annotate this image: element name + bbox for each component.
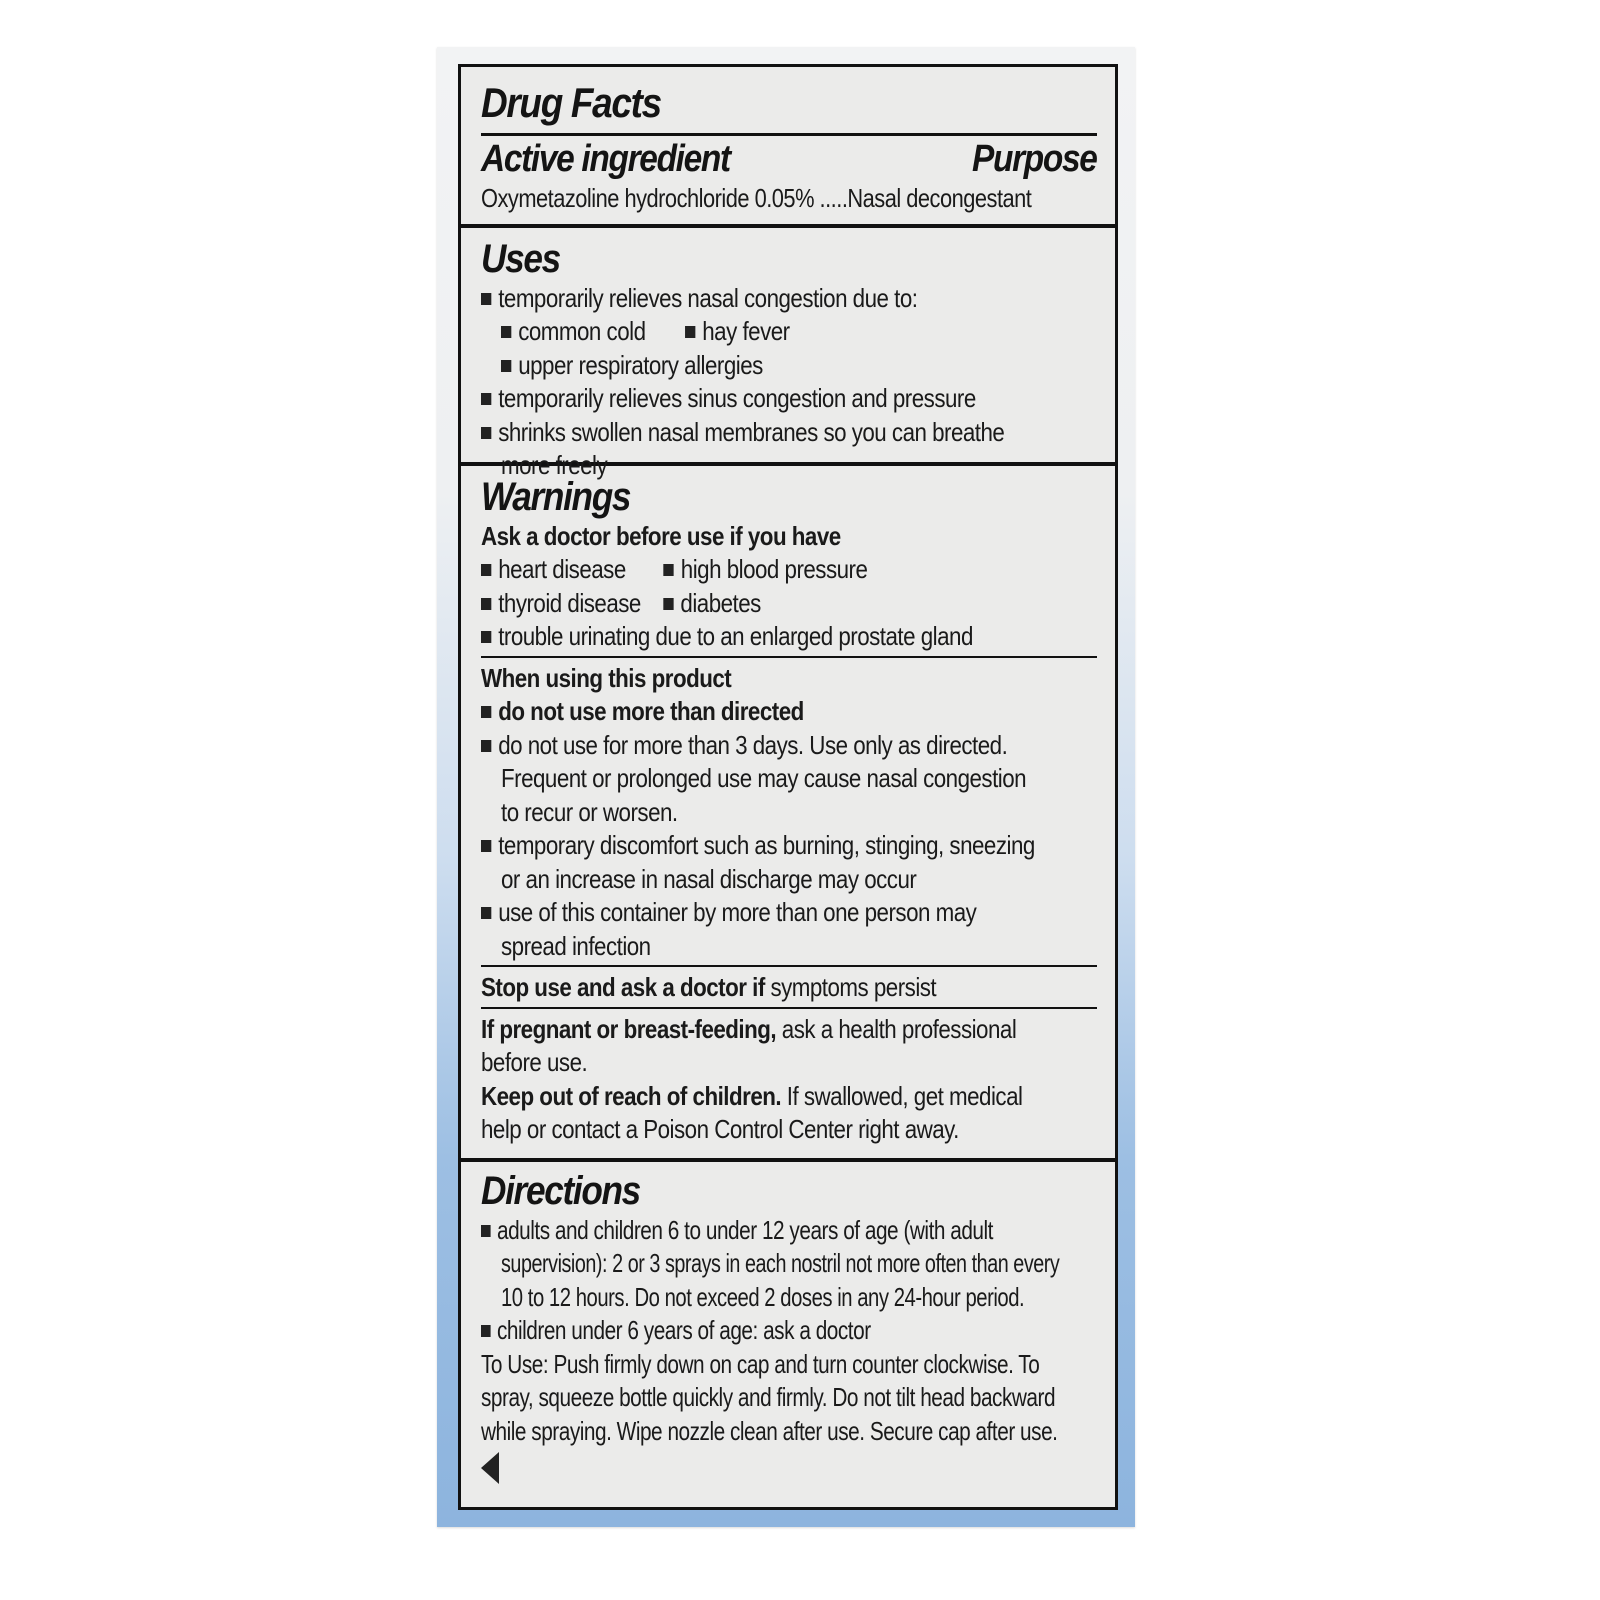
ingredient-purpose: Nasal decongestant (847, 183, 1032, 213)
active-ingredient-heading: Active ingredient (481, 138, 730, 180)
directions-item-2: children under 6 years of age: ask a doctor (497, 1315, 871, 1345)
bullet-icon (481, 631, 491, 643)
ingredient-name: Oxymetazoline hydrochloride 0.05% (481, 183, 814, 213)
directions-heading: Directions (481, 1168, 640, 1213)
bullet-icon (481, 1225, 491, 1237)
use-item-1: temporarily relieves nasal congestion due to: (498, 282, 918, 313)
bullet-icon (481, 740, 491, 752)
condition-heart-disease: heart disease (498, 554, 626, 584)
bullet-icon (501, 360, 511, 372)
pregnant-text: ask a health professional (776, 1013, 1017, 1044)
stop-use-text: symptoms persist (764, 972, 937, 1002)
drug-facts-panel (458, 64, 1118, 1510)
condition-high-blood-pressure: high blood pressure (680, 554, 868, 584)
keep-out-text-2: help or contact a Poison Control Center right away. (481, 1114, 959, 1144)
bullet-icon (481, 393, 491, 405)
bullet-icon (481, 427, 491, 439)
uses-heading: Uses (481, 236, 560, 281)
use-item-3-line1: shrinks swollen nasal membranes so you can breathe (498, 416, 1005, 447)
use-item-3-line2: more freely (501, 450, 608, 480)
active-ingredient-header (481, 136, 1097, 182)
when-using-item-2-line1: do not use for more than 3 days. Use only as directed. (498, 729, 1008, 760)
bullet-icon (481, 907, 491, 919)
to-use-line3: while spraying. Wipe nozzle clean after use. Secure cap after use. (481, 1415, 1058, 1446)
pregnant-text-2: before use. (481, 1047, 588, 1077)
when-using-item-4-line1: use of this container by more than one person may (498, 897, 977, 927)
condition-diabetes: diabetes (680, 587, 761, 618)
when-using-item-3-line1: temporary discomfort such as burning, stinging, sneezing (498, 830, 1035, 860)
keep-out-text: If swallowed, get medical (781, 1080, 1023, 1111)
bullet-icon (501, 326, 511, 338)
warnings-section (461, 466, 1115, 1162)
bullet-icon (481, 840, 491, 852)
active-ingredient-section (461, 67, 1115, 228)
bullet-icon (481, 564, 491, 576)
bullet-icon (685, 326, 695, 338)
when-using-item-1: do not use more than directed (498, 696, 804, 726)
when-using-item-2-line2: Frequent or prolonged use may cause nasal congestion (501, 763, 1027, 793)
keep-out-label: Keep out of reach of children. (481, 1080, 782, 1111)
purpose-heading: Purpose (972, 138, 1097, 180)
when-using-item-4-line2: spread infection (501, 930, 651, 961)
bullet-icon (663, 598, 673, 610)
directions-section (461, 1162, 1115, 1493)
ask-doctor-heading: Ask a doctor before use if you have (481, 520, 841, 551)
left-arrow-icon (481, 1452, 499, 1484)
active-ingredient-row (481, 182, 1097, 216)
stop-use-label: Stop use and ask a doctor if (481, 972, 765, 1002)
to-use-line2: spray, squeeze bottle quickly and firmly. Do not tilt head backward (481, 1382, 1056, 1412)
to-use-line1: To Use: Push firmly down on cap and turn counter clockwise. To (481, 1348, 1040, 1379)
when-using-item-3-line2: or an increase in nasal discharge may occur (501, 863, 917, 894)
warnings-heading: Warnings (481, 474, 631, 519)
drug-facts-title: Drug Facts (481, 79, 661, 126)
bullet-icon (481, 598, 491, 610)
warnings-divider (481, 1007, 1097, 1009)
directions-item-1-line3: 10 to 12 hours. Do not exceed 2 doses in any 24-hour period. (501, 1281, 1025, 1312)
pregnant-label: If pregnant or breast-feeding, (481, 1013, 777, 1044)
use-sub-2: hay fever (702, 316, 790, 346)
condition-prostate: trouble urinating due to an enlarged prostate gland (498, 621, 973, 651)
use-sub-3: upper respiratory allergies (518, 349, 763, 380)
condition-thyroid-disease: thyroid disease (498, 587, 641, 618)
bullet-icon (481, 293, 491, 305)
when-using-heading: When using this product (481, 662, 732, 693)
warnings-divider (481, 965, 1097, 967)
bullet-icon (481, 706, 491, 718)
warnings-divider (481, 656, 1097, 658)
directions-item-1-line1: adults and children 6 to under 12 years of age (with adult (497, 1214, 993, 1245)
bullet-icon (664, 564, 674, 576)
leader-dots: ..... (819, 183, 848, 213)
bullet-icon (481, 1325, 491, 1337)
when-using-item-2-line3: to recur or worsen. (501, 796, 678, 827)
uses-section (461, 228, 1115, 480)
use-item-2: temporarily relieves sinus congestion and pressure (498, 383, 976, 413)
use-sub-1: common cold (518, 316, 646, 346)
directions-item-1-line2: supervision): 2 or 3 sprays in each nostril not more often than every (501, 1248, 1060, 1278)
